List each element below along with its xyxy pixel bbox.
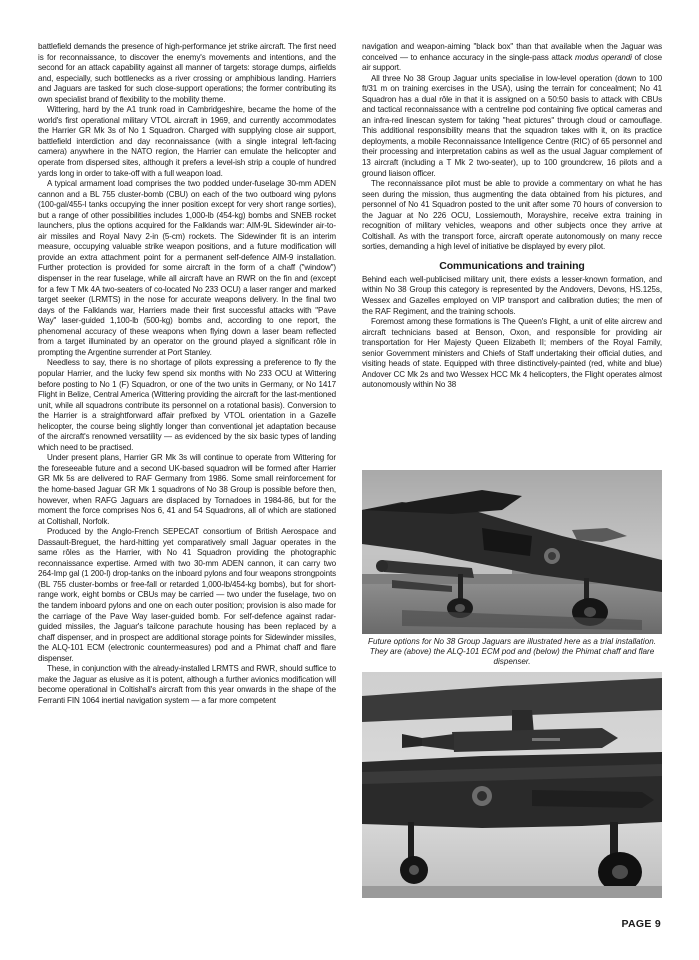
section-heading: Communications and training [439, 259, 585, 272]
paragraph: Needless to say, there is no shortage of pilots expressing a preference to fly the popular Harrier, and the lucky few spend six months with No 233 OCU at Wittering before posting to No 1 (F) Squadron, or one of the two units in Germany, or No 1417 Flight in Belize, Central America (Wittering providing the aircraft for the last-mentioned unit, while all squadrons contribute its personnel on a rotational basis). Conversion to the Harrier is a straightforward affair prefixed by VTOL orientation in a Gazelle helicopter, the course being slightly longer than conventional jet adaptation because of the aircraft's renowned versatility — as evidenced by the six basic types of landing which need to be practised. [38, 358, 336, 452]
paragraph: A typical armament load comprises the two podded under-fuselage 30-mm ADEN cannon and a BL 755 cluster-bomb (CBU) on each of the two outboard wing pylons (100-gal/455-l tanks occupying the inner position except for very short range sorties), but a range of other possibilities includes 1,000-lb (454-kg) bombs and SNEB rocket launchers, plus the options acquired for the Falklands war: AIM-9L Sidewinder air-to-air missiles and Royal Navy 2-in (5-cm) rockets. The Sidewinder fit is an interim measure, occupying valuable strike weapon positions, and a future modification will provide an extra attachment point for a permanent self-defence AIM-9 installation. Further protection is provided for some aircraft in the form of a chaff ("window") dispenser in the rear fuselage, while all aircraft have an RWR on the fin and (except for a few T Mk 4A two-seaters of co-located No 233 OCU) a laser ranger and marked target seeker (LRMTS) in the nose for accurate weapons delivery. In the final two days of the Falklands war, Harriers made their first successful attacks with "Pave Way" laser-guided 1,100-lb (500-kg) bombs and, according to one report, the phenomenal accuracy of these weapons when flying down a laser beam reflected from a target illuminated by an operator on the ground played a significant rôle in prompting the Argentine surrender at Port Stanley. [38, 179, 336, 357]
paragraph: These, in conjunction with the already-installed LRMTS and RWR, should suffice to make the Jaguar as elusive as it is potent, although a further avionics modification will become operational in Coltishall's aircraft from this year onwards in the shape of the Ferranti FIN 1064 inertial navigation system — a far more competent [38, 664, 336, 705]
photo-jaguar-ecm-pod [362, 470, 662, 634]
paragraph-text: of close air support. [362, 52, 662, 73]
photo-jaguar-phimat-dispenser [362, 672, 662, 898]
paragraph: Under present plans, Harrier GR Mk 3s will continue to operate from Wittering for the foreseeable future and a second UK-based squadron will be formed after Harrier GR Mk 5s are delivered to RAF Germany from 1986. Some small reinforcement for the home-based Jaguar GR Mk 1 squadrons of No 38 Group is possible before then, however, when RAFG Jaguars are displaced by Tornadoes in 1984-86, but for the moment the force comprises Nos 6, 41 and 54 Squadrons, all of which are stationed at Coltishall, Norfolk. [38, 453, 336, 526]
paragraph: Foremost among these formations is The Queen's Flight, a unit of elite aircrew and aircraft technicians based at Benson, Oxon, and responsible for providing air transportation for Her Majesty Queen Elizabeth II; members of the Royal Family, senior Government ministers and Chiefs of Staff undertaking their official duties, and visiting heads of state. Equipped with three distinctively-painted (red, white and blue) Andover CC Mk 2s and two Wessex HCC Mk 4 helicopters, the Flight operates almost autonomously within No 38 [362, 317, 662, 390]
page-number: PAGE 9 [621, 918, 661, 930]
paragraph: Behind each well-publicised military unit, there exists a lesser-known formation, and within No 38 Group this category is represented by the Andovers, Devons, HS.125s, Wessex and Gazelles employed on VIP transport and calibration duties; the men of the RAF Regiment, and the training schools. [362, 274, 662, 316]
photo-caption: Future options for No 38 Group Jaguars are illustrated here as a trial installation. They are (above) the ALQ-101 ECM pod and (below) the Phimat chaff and flare dispenser. [368, 637, 656, 666]
paragraph: The reconnaissance pilot must be able to provide a commentary on what he has seen during the mission, thus augmenting the data obtained from his pictures, and personnel of No 41 Squadron posted to the unit after some 70 hours of conversion to the Jaguar at No 226 OCU, Lossiemouth, Morayshire, receive extra training in recognition of military vehicles, weapons and other subjects once they arrive at Coltishall. As with the transport force, aircraft operate autonomously on many recce sorties, demanding a high level of initiative be displayed by every pilot. [362, 179, 662, 252]
paragraph: Wittering, hard by the A1 trunk road in Cambridgeshire, became the home of the world's first operational military VTOL aircraft in 1969, and currently accommodates the Harrier GR Mk 3s of No 1 Squadron. Charged with supplying close air support, battlefield interdiction and day reconnaissance (with a single integral left-facing camera) anywhere in the NATO region, the Harrier can emulate the helicopter and operate from dispersed sites, although it prefers a level-ish strip a couple of hundred yards long in order to take-off with a full weapon load. [38, 105, 336, 178]
paragraph: Produced by the Anglo-French SEPECAT consortium of British Aerospace and Dassault-Breguet, the hard-hitting yet comparatively small Jaguar operates in the same rôles as the Harrier, with No 41 Squadron providing the photographic reconnaissance expertise. Armed with two 30-mm ADEN cannon, it can carry two 264-Imp gal (1 200-l) drop-tanks on the inboard pylons and four weapons strongpoints (BL 755 cluster-bombs or free-fall or retarded 1,000-lb/454-kg bombs), but for short-range work, eight bombs or CBUs may be carried — two under the fuselage, two on the tandem inboard pylons and one on each outer position; provision is also made for the carriage of the Pave Way laser-guided bomb. For self-defence against radar-guided missiles, the Jaguar's tailcone parachute housing has been replaced by a chaff dispenser, and in prospect are additional storage points for Sidewinder missiles, the ALQ-101 ECM (electronic countermeasures) pod and a Phimat chaff and flare dispenser. [38, 527, 337, 663]
paragraph-text: navigation and weapon-aiming "black box" than that available when the Jaguar was conceived — to enhance accuracy in the single-pass attack [362, 42, 662, 62]
right-column [362, 42, 662, 391]
italic-phrase: modus operandi [574, 52, 632, 62]
paragraph: All three No 38 Group Jaguar units specialise in low-level operation (down to 100 ft/31 m on training exercises in the USA), using the terrain for concealment; No 41 Squadron has a dual rôle in that it is assigned on a 50:50 basis to attack with CBUs and tactical reconnaissance with a centreline pod containing five optical cameras and an infra-red linescan system for taking "heat pictures" through cloud or camouflage. This additional responsibility means that the squadron takes with it, on its practice deployments, a mobile Reconnaissance Intelligence Centre (RIC) of 65 personnel and their processing and interpretation cabins as well as the usual Jaguar complement of 13 aircraft (including a T Mk 2 two-seater), up to 100 groundcrew, 16 pilots and a ground liaison officer. [362, 73, 662, 178]
paragraph: battlefield demands the presence of high-performance jet strike aircraft. The first need is for reconnaissance, to discover the enemy's movements and intentions, and the second for an attack capability against all manner of targets: storage dumps, airfields and, especially, such bottlenecks as a river crossing or amphibious landing. Harriers and Jaguars are tasked for such close-support operations; the former contributing its own specialist brand of flexibility to the mobility theme. [38, 42, 336, 104]
left-column [38, 42, 336, 706]
paragraph [362, 42, 662, 74]
